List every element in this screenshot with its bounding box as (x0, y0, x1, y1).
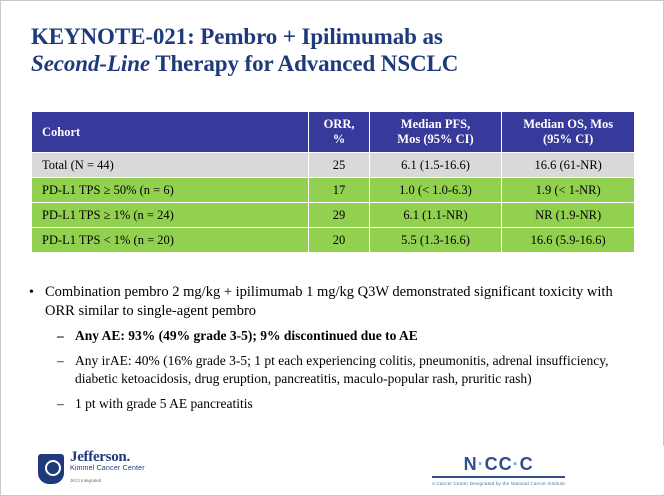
jefferson-logo-text (70, 449, 145, 486)
jefferson-subtitle: Kimmel Cancer Center (70, 465, 145, 472)
title-line-1: KEYNOTE-021: Pembro + Ipilimumab as (31, 24, 443, 49)
col-header-pfs-line1: Median PFS, (400, 117, 471, 131)
col-header-pfs-line2: Mos (95% CI) (397, 132, 474, 146)
col-header-os (502, 112, 635, 153)
bullet-sub-2-text: Any irAE: 40% (16% grade 3-5; 1 pt each experiencing colitis, pneumonitis, adrenal insufficiency, diabetic ketoacidosis, drug eruption, pancreatitis, maculo-popular rash, pruritic rash) (75, 353, 609, 386)
jefferson-logo (38, 449, 145, 486)
dash-icon: – (57, 328, 64, 343)
cell-os: NR (1.9-NR) (502, 203, 635, 228)
bullet-sub-3 (23, 395, 643, 413)
cell-cohort: PD-L1 TPS ≥ 1% (n = 24) (32, 203, 309, 228)
bullet-sub-1-text: Any AE: 93% (49% grade 3-5); 9% discontinued due to AE (75, 328, 418, 343)
bullet-dot-icon: • (29, 285, 34, 300)
bullet-main (23, 283, 643, 321)
cell-os: 1.9 (< 1-NR) (502, 178, 635, 203)
table-row (32, 153, 635, 178)
cell-cohort: PD-L1 TPS ≥ 50% (n = 6) (32, 178, 309, 203)
col-header-pfs (369, 112, 502, 153)
col-header-os-line1: Median OS, Mos (523, 117, 614, 131)
col-header-cohort (32, 112, 309, 153)
dash-icon: – (57, 396, 64, 411)
cell-pfs: 6.1 (1.1-NR) (369, 203, 502, 228)
nccc-separator-icon-2: · (512, 454, 520, 474)
cell-os: 16.6 (5.9-16.6) (502, 228, 635, 253)
jefferson-subtitle-2: JKCI Integrated (70, 478, 102, 483)
table-row (32, 228, 635, 253)
nccc-subtitle: A Cancer Center Designated by the National Cancer Institute (432, 481, 566, 486)
col-header-orr (309, 112, 369, 153)
cell-orr: 29 (309, 203, 369, 228)
bullet-sub-3-text: 1 pt with grade 5 AE pancreatitis (75, 396, 253, 411)
bullet-list (23, 283, 643, 420)
title-rest-part: Therapy for Advanced NSCLC (150, 51, 459, 76)
bullet-main-text: Combination pembro 2 mg/kg + ipilimumab 1 mg/kg Q3W demonstrated significant toxicity with ORR similar to single-agent pembro (45, 284, 613, 319)
footer (2, 446, 664, 494)
table-header-row (32, 112, 635, 153)
table-row (32, 203, 635, 228)
bullet-sub-2 (23, 352, 643, 388)
cell-pfs: 1.0 (< 1.0-6.3) (369, 178, 502, 203)
cell-pfs: 6.1 (1.5-16.6) (369, 153, 502, 178)
title-italic-part: Second-Line (31, 51, 150, 76)
cell-orr: 25 (309, 153, 369, 178)
col-header-os-line2: (95% CI) (542, 132, 594, 146)
table-body (32, 153, 635, 253)
bullet-sub-1 (23, 327, 643, 345)
table-header (32, 112, 635, 153)
nccc-separator-icon: · (477, 454, 485, 474)
cell-cohort: PD-L1 TPS < 1% (n = 20) (32, 228, 309, 253)
results-table (31, 111, 635, 253)
nccc-acronym (432, 454, 565, 478)
table-row (32, 178, 635, 203)
col-header-orr-line2: % (332, 132, 346, 146)
jefferson-name: Jefferson. (70, 449, 130, 465)
cell-os: 16.6 (61-NR) (502, 153, 635, 178)
dash-icon: – (57, 353, 64, 368)
col-header-orr-line1: ORR, (323, 117, 355, 131)
cell-orr: 20 (309, 228, 369, 253)
title-line-2 (31, 50, 635, 77)
nccc-letter-n: N (463, 454, 478, 474)
nccc-logo (432, 454, 565, 486)
cell-pfs: 5.5 (1.3-16.6) (369, 228, 502, 253)
nccc-letter-c1: C (484, 454, 499, 474)
page-title (31, 23, 635, 77)
cell-cohort: Total (N = 44) (32, 153, 309, 178)
jefferson-shield-icon (38, 454, 64, 484)
col-header-cohort-label: Cohort (42, 124, 81, 139)
cell-orr: 17 (309, 178, 369, 203)
nccc-letter-c2: C (498, 454, 513, 474)
nccc-letter-c3: C (519, 454, 534, 474)
